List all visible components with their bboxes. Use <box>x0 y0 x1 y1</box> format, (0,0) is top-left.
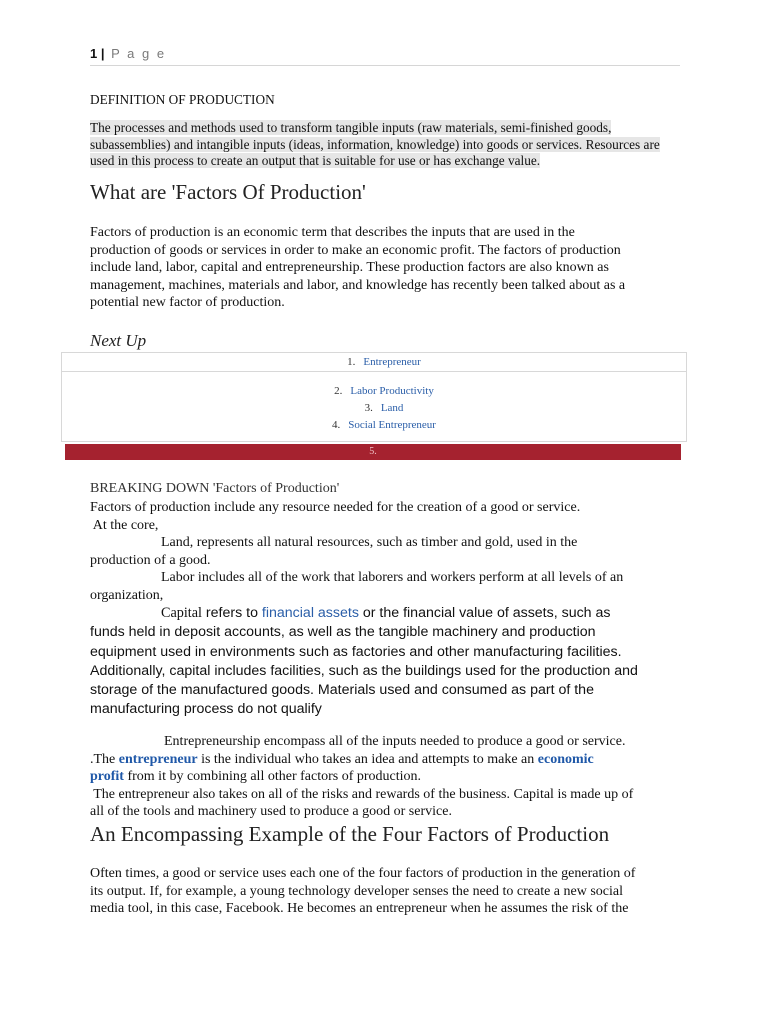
next-up-item-3[interactable] <box>0 402 768 414</box>
land-line: production of a good. <box>90 552 211 568</box>
example-paragraph <box>90 865 700 918</box>
definition-title: DEFINITION OF PRODUCTION <box>90 92 275 107</box>
line-prefix: .The <box>90 751 119 767</box>
paragraph-line <box>90 751 700 769</box>
item-link[interactable]: Social Entrepreneur <box>348 419 436 431</box>
entrepreneurship-paragraph <box>90 733 700 821</box>
capital-rest: or the financial value of assets, such as <box>358 605 611 621</box>
entrepreneur-link[interactable]: entrepreneur <box>118 751 198 767</box>
page-header <box>90 46 680 66</box>
capital-line: Additionally, capital includes facilities, such as the buildings used for the production and <box>90 662 638 679</box>
page-number: 1 <box>90 46 98 61</box>
paragraph-line: Often times, a good or service uses each one of the four factors of production in the generation of <box>90 866 636 881</box>
paragraph-line: At the core, <box>90 517 159 533</box>
capital-line: manufacturing process do not qualify <box>90 701 322 718</box>
line-text: is the individual who takes an idea and attempts to make an <box>197 751 538 767</box>
economic-profit-link-part2[interactable]: profit <box>90 769 124 784</box>
capital-paragraph <box>90 604 700 720</box>
what-are-paragraph <box>90 224 690 312</box>
capital-line: funds held in deposit accounts, as well as the tangible machinery and production <box>90 624 596 641</box>
breaking-down-paragraph <box>90 499 710 604</box>
labor-line: organization, <box>90 587 164 603</box>
definition-paragraph <box>90 120 690 170</box>
item-number: 5. <box>369 446 377 457</box>
paragraph-line: its output. If, for example, a young technology developer senses the need to create a new social <box>90 883 623 899</box>
next-up-heading: Next Up <box>90 331 147 350</box>
paragraph-line: potential new factor of production. <box>90 295 285 310</box>
item-number: 1. <box>347 356 356 368</box>
item-link[interactable]: Land <box>380 402 404 414</box>
definition-line: The processes and methods used to transform tangible inputs (raw materials, semi-finished goods, <box>90 120 612 135</box>
definition-line: used in this process to create an output that is suitable for use or has exchange value. <box>90 153 541 168</box>
item-number: 3. <box>364 402 373 414</box>
paragraph-line: all of the tools and machinery used to produce a good or service. <box>90 804 452 819</box>
page-label: P a g e <box>111 46 167 61</box>
capital-first-line <box>90 604 700 623</box>
capital-line: equipment used in environments such as factories and other manufacturing facilities. <box>90 643 622 660</box>
next-up-item-1[interactable] <box>0 356 768 368</box>
land-line: Land, represents all natural resources, such as timber and gold, used in the <box>161 535 578 550</box>
financial-assets-link[interactable]: financial assets <box>261 605 359 621</box>
item-number: 2. <box>334 385 343 397</box>
paragraph-line: production of goods or services in order to make an economic profit. The factors of production <box>90 242 621 258</box>
next-up-item-2[interactable] <box>0 385 768 397</box>
capital-line: storage of the manufactured goods. Materials used and consumed as part of the <box>90 682 594 699</box>
paragraph-line: Factors of production include any resource needed for the creation of a good or service. <box>90 500 581 515</box>
page-separator: | <box>100 46 105 61</box>
paragraph-line: The entrepreneur also takes on all of the risks and rewards of the business. Capital is made up of <box>90 786 634 802</box>
capital-word: Capital <box>161 605 202 621</box>
capital-refers: refers to <box>201 605 262 621</box>
paragraph-line: management, machines, materials and labor, and knowledge has recently been talked about as a <box>90 277 626 293</box>
next-up-item-5-bar[interactable] <box>65 444 681 460</box>
paragraph-line: media tool, in this case, Facebook. He becomes an entrepreneur when he assumes the risk of the <box>90 901 629 916</box>
item-link[interactable]: Entrepreneur <box>363 356 421 368</box>
line-text: from it by combining all other factors of production. <box>123 769 422 784</box>
paragraph-line: Entrepreneurship encompass all of the inputs needed to produce a good or service. <box>164 734 626 749</box>
what-are-heading: What are 'Factors Of Production' <box>90 180 366 204</box>
item-link[interactable]: Labor Productivity <box>350 385 434 397</box>
paragraph-line: Factors of production is an economic term that describes the inputs that are used in the <box>90 225 575 240</box>
example-heading: An Encompassing Example of the Four Factors of Production <box>90 822 610 846</box>
next-up-item-4[interactable] <box>0 419 768 431</box>
item-number: 4. <box>332 419 341 431</box>
breaking-down-title: BREAKING DOWN 'Factors of Production' <box>90 481 340 496</box>
paragraph-line <box>90 768 700 786</box>
paragraph-line: include land, labor, capital and entrepreneurship. These production factors are also known as <box>90 260 609 275</box>
economic-profit-link-part1[interactable]: economic <box>537 751 594 767</box>
definition-line: subassemblies) and intangible inputs (ideas, information, knowledge) into goods or services. Resources are <box>90 136 660 152</box>
labor-line: Labor includes all of the work that laborers and workers perform at all levels of an <box>161 570 624 585</box>
